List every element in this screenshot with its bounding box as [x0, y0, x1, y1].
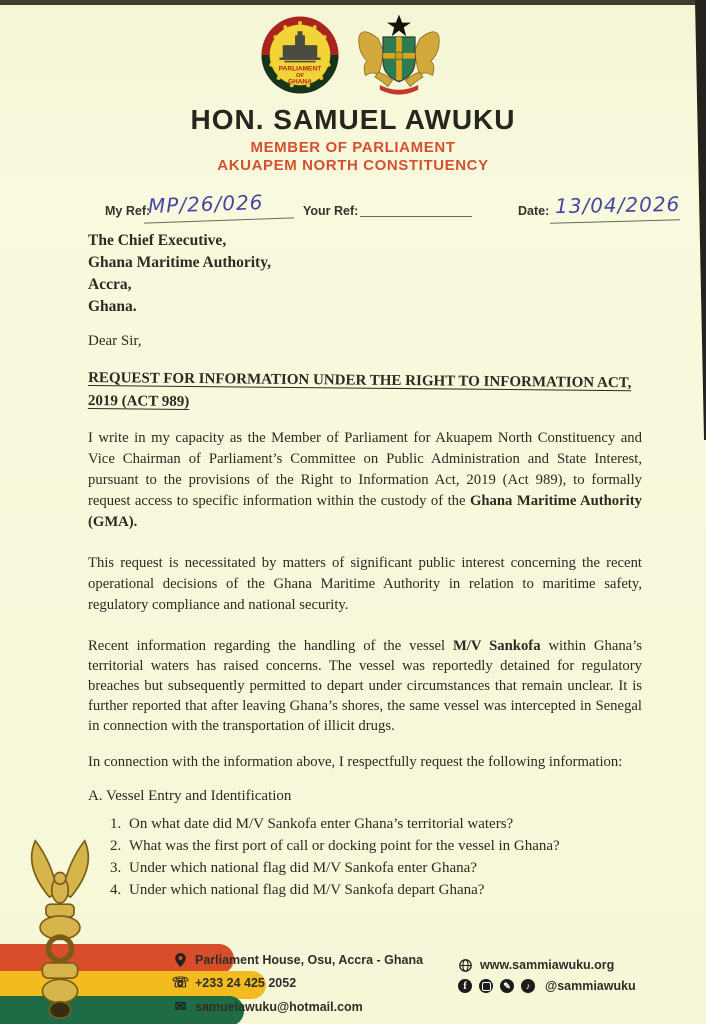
paragraph-capacity: I write in my capacity as the Member of Parliament for Akuapem North Constituency and Vice Chairman of Parliament’s Committee on Public Administration and State Interest, pursuant to the provisions of the Right to Information Act, 2019 (Act 989), to formally request access to specific information within the custody of the Ghana Maritime Authority (GMA). [88, 430, 642, 530]
reference-row [0, 190, 706, 226]
facebook-icon: f [458, 979, 472, 993]
your-ref-blank-line [360, 216, 472, 217]
footer-web-block [458, 958, 636, 1000]
letter-body [88, 230, 642, 901]
request-list [88, 813, 642, 901]
instagram-icon [479, 979, 493, 993]
request-item: 3. Under which national flag did M/V Sankofa enter Ghana? [125, 857, 642, 879]
globe-icon [458, 959, 473, 972]
phone-icon: ☏ [171, 974, 190, 990]
subject-line: REQUEST FOR INFORMATION UNDER THE RIGHT TO INFORMATION ACT, 2019 (ACT 989) [87, 370, 632, 410]
date-handwritten-value: 13/04/2026 [554, 191, 681, 219]
svg-text:OF: OF [296, 73, 304, 80]
date-label: Date: [518, 204, 550, 218]
request-item: 4. Under which national flag did M/V Sankofa depart Ghana? [125, 879, 642, 901]
email-icon: ✉ [174, 998, 187, 1014]
pen-social-icon: ✎ [500, 979, 514, 993]
my-ref-handwritten-value: MP/26/026 [147, 189, 264, 219]
footer-address: Parliament House, Osu, Accra - Ghana [195, 953, 424, 967]
recipient-line: The Chief Executive, [88, 232, 227, 249]
section-a-heading: A. Vessel Entry and Identification [88, 788, 292, 804]
footer-email: samuelawuku@hotmail.com [195, 999, 363, 1014]
my-ref-line [144, 217, 294, 223]
letterhead-logos [0, 12, 706, 98]
request-item: 1. On what date did M/V Sankofa enter Ghana’s territorial waters? [125, 813, 642, 835]
date-line [550, 219, 680, 223]
parliamentary-mace-graphic [6, 836, 114, 1024]
salutation: Dear Sir, [88, 333, 142, 349]
your-ref-label: Your Ref: [303, 204, 359, 218]
recipient-line: Accra, [88, 276, 132, 293]
footer-phone: +233 24 425 2052 [195, 975, 297, 990]
paragraph-necessity: This request is necessitated by matters of significant public interest concerning the recent operational decisions of the Ghana Maritime Authority in relation to maritime safety, regulatory compliance and national security. [88, 555, 642, 613]
svg-text:GHANA: GHANA [287, 78, 313, 86]
footer-social-handle: @sammiawuku [545, 979, 636, 993]
mp-constituency: AKUAPEM NORTH CONSTITUENCY [217, 157, 489, 174]
recipient-line: Ghana Maritime Authority, [88, 254, 271, 271]
location-pin-icon [173, 953, 188, 967]
paragraph-vessel: Recent information regarding the handling of the vessel M/V Sankofa within Ghana’s territorial waters has raised concerns. The vessel was reportedly detained for regulatory breaches but subsequently permitted to depart under circumstances that remain unclear. It is further reported that after leaving Ghana’s shores, the same vessel was intercepted in Senegal in connection with the transportation of illicit drugs. [88, 638, 642, 734]
tiktok-icon: ♪ [521, 979, 535, 993]
my-ref-label: My Ref: [105, 204, 151, 218]
footer-website: www.sammiawuku.org [480, 958, 615, 972]
parliament-of-ghana-crest-logo [259, 14, 341, 96]
recipient-address-block [88, 230, 642, 318]
request-item: 2. What was the first port of call or docking point for the vessel in Ghana? [125, 835, 642, 857]
mp-role: MEMBER OF PARLIAMENT [250, 139, 456, 156]
mp-name: HON. SAMUEL AWUKU [190, 104, 516, 135]
recipient-line: Ghana. [88, 298, 137, 315]
svg-text:PARLIAMENT: PARLIAMENT [278, 65, 322, 73]
ghana-coat-of-arms-logo [351, 12, 447, 98]
scan-top-shadow [0, 0, 706, 5]
footer-contact-block [173, 953, 423, 1022]
paragraph-request: In connection with the information above, I respectfully request the following information: [88, 754, 623, 770]
